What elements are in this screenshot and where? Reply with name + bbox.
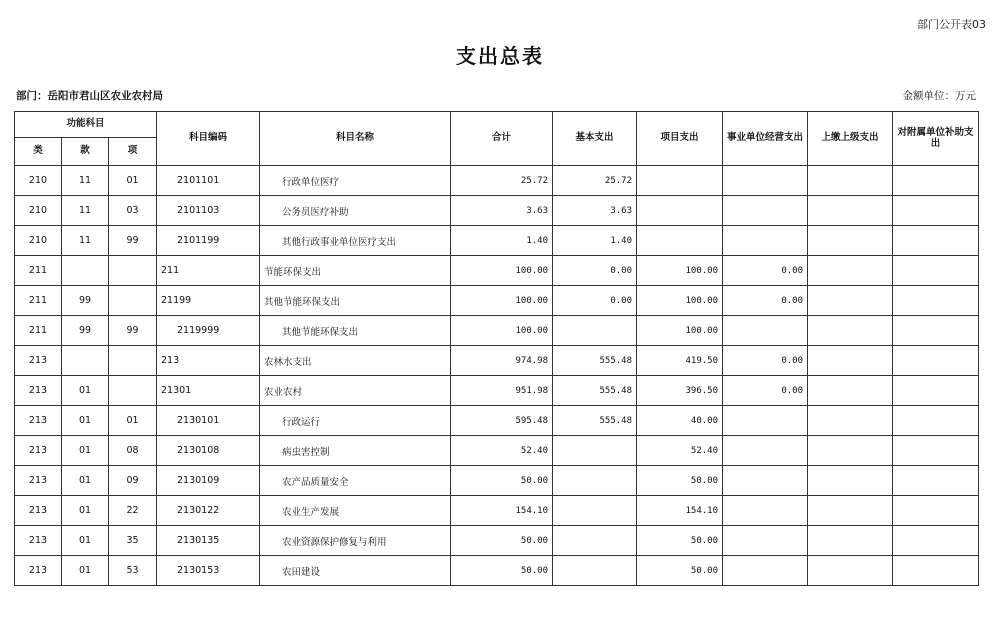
cell-basic [553, 496, 637, 526]
expenditure-table [14, 111, 979, 586]
cell-kuan: 99 [62, 316, 109, 346]
cell-project: 396.50 [637, 376, 723, 406]
cell-business [723, 166, 808, 196]
form-number: 部门公开表03 [917, 18, 986, 31]
cell-business [723, 466, 808, 496]
cell-xiang [109, 376, 157, 406]
header-business: 事业单位经营支出 [723, 112, 808, 166]
cell-upper [808, 196, 893, 226]
cell-total: 50.00 [451, 526, 553, 556]
cell-subsidy [893, 256, 979, 286]
cell-lei: 213 [15, 496, 62, 526]
cell-kuan [62, 256, 109, 286]
cell-upper [808, 226, 893, 256]
cell-basic [553, 526, 637, 556]
cell-lei: 211 [15, 286, 62, 316]
cell-lei: 213 [15, 526, 62, 556]
cell-code: 213 [157, 346, 260, 376]
cell-total: 25.72 [451, 166, 553, 196]
cell-total: 974.98 [451, 346, 553, 376]
cell-name: 公务员医疗补助 [260, 196, 451, 226]
cell-subsidy [893, 196, 979, 226]
cell-kuan: 11 [62, 166, 109, 196]
cell-business [723, 436, 808, 466]
cell-upper [808, 466, 893, 496]
cell-basic [553, 436, 637, 466]
cell-name: 农业生产发展 [260, 496, 451, 526]
table-row [15, 256, 979, 286]
cell-code: 211 [157, 256, 260, 286]
cell-upper [808, 376, 893, 406]
cell-lei: 213 [15, 346, 62, 376]
cell-basic: 555.48 [553, 406, 637, 436]
cell-total: 1.40 [451, 226, 553, 256]
cell-basic: 555.48 [553, 376, 637, 406]
cell-kuan: 01 [62, 376, 109, 406]
cell-project [637, 226, 723, 256]
cell-basic [553, 556, 637, 586]
cell-project: 50.00 [637, 556, 723, 586]
cell-basic: 0.00 [553, 286, 637, 316]
header-code: 科目编码 [157, 112, 260, 166]
cell-code: 2130108 [157, 436, 260, 466]
cell-code: 2130109 [157, 466, 260, 496]
cell-project: 50.00 [637, 466, 723, 496]
table-row [15, 346, 979, 376]
cell-basic: 25.72 [553, 166, 637, 196]
cell-upper [808, 316, 893, 346]
cell-xiang: 09 [109, 466, 157, 496]
cell-kuan: 01 [62, 466, 109, 496]
cell-name: 其他节能环保支出 [260, 286, 451, 316]
cell-code: 2119999 [157, 316, 260, 346]
cell-lei: 213 [15, 436, 62, 466]
cell-xiang [109, 256, 157, 286]
table-row [15, 166, 979, 196]
page-title: 支出总表 [456, 44, 544, 68]
cell-subsidy [893, 526, 979, 556]
table-row [15, 556, 979, 586]
cell-lei: 213 [15, 466, 62, 496]
cell-code: 2130122 [157, 496, 260, 526]
cell-project [637, 166, 723, 196]
cell-upper [808, 526, 893, 556]
cell-name: 农林水支出 [260, 346, 451, 376]
cell-lei: 213 [15, 406, 62, 436]
cell-total: 100.00 [451, 256, 553, 286]
cell-subsidy [893, 226, 979, 256]
table-row [15, 376, 979, 406]
cell-total: 52.40 [451, 436, 553, 466]
cell-business: 0.00 [723, 286, 808, 316]
cell-basic: 555.48 [553, 346, 637, 376]
cell-total: 595.48 [451, 406, 553, 436]
cell-business [723, 196, 808, 226]
cell-business [723, 526, 808, 556]
table-row [15, 466, 979, 496]
table-row [15, 496, 979, 526]
cell-kuan: 11 [62, 226, 109, 256]
cell-code: 2130135 [157, 526, 260, 556]
cell-upper [808, 256, 893, 286]
cell-name: 其他行政事业单位医疗支出 [260, 226, 451, 256]
cell-name: 行政运行 [260, 406, 451, 436]
cell-subsidy [893, 286, 979, 316]
cell-project: 100.00 [637, 286, 723, 316]
header-kuan: 款 [62, 138, 109, 166]
cell-total: 50.00 [451, 466, 553, 496]
cell-lei: 213 [15, 556, 62, 586]
cell-basic [553, 316, 637, 346]
cell-project: 52.40 [637, 436, 723, 466]
cell-total: 50.00 [451, 556, 553, 586]
cell-xiang: 08 [109, 436, 157, 466]
cell-xiang: 35 [109, 526, 157, 556]
header-lei: 类 [15, 138, 62, 166]
cell-xiang: 22 [109, 496, 157, 526]
cell-upper [808, 556, 893, 586]
cell-project: 50.00 [637, 526, 723, 556]
cell-basic: 3.63 [553, 196, 637, 226]
header-functional-subject: 功能科目 [15, 112, 157, 138]
cell-total: 100.00 [451, 316, 553, 346]
cell-upper [808, 346, 893, 376]
cell-upper [808, 496, 893, 526]
cell-xiang: 03 [109, 196, 157, 226]
cell-basic: 1.40 [553, 226, 637, 256]
cell-name: 农产品质量安全 [260, 466, 451, 496]
cell-xiang [109, 346, 157, 376]
cell-project [637, 196, 723, 226]
cell-lei: 213 [15, 376, 62, 406]
table-body [15, 166, 979, 586]
cell-lei: 211 [15, 256, 62, 286]
cell-code: 2101103 [157, 196, 260, 226]
table-row [15, 286, 979, 316]
cell-subsidy [893, 436, 979, 466]
cell-upper [808, 286, 893, 316]
cell-name: 农业农村 [260, 376, 451, 406]
cell-kuan: 01 [62, 496, 109, 526]
cell-xiang [109, 286, 157, 316]
cell-business [723, 496, 808, 526]
cell-xiang: 01 [109, 166, 157, 196]
cell-project: 419.50 [637, 346, 723, 376]
cell-name: 其他节能环保支出 [260, 316, 451, 346]
cell-xiang: 99 [109, 316, 157, 346]
header-name: 科目名称 [260, 112, 451, 166]
department-label: 部门：岳阳市君山区农业农村局 [16, 90, 163, 102]
cell-name: 病虫害控制 [260, 436, 451, 466]
table-row [15, 226, 979, 256]
cell-total: 100.00 [451, 286, 553, 316]
cell-xiang: 99 [109, 226, 157, 256]
cell-kuan: 01 [62, 556, 109, 586]
table-row [15, 436, 979, 466]
cell-name: 节能环保支出 [260, 256, 451, 286]
cell-kuan: 99 [62, 286, 109, 316]
cell-kuan: 11 [62, 196, 109, 226]
cell-upper [808, 436, 893, 466]
cell-xiang: 53 [109, 556, 157, 586]
cell-code: 2130153 [157, 556, 260, 586]
cell-business: 0.00 [723, 346, 808, 376]
cell-business [723, 406, 808, 436]
cell-business: 0.00 [723, 256, 808, 286]
cell-lei: 210 [15, 166, 62, 196]
cell-business [723, 226, 808, 256]
table-row [15, 406, 979, 436]
cell-xiang: 01 [109, 406, 157, 436]
header-project: 项目支出 [637, 112, 723, 166]
header-xiang: 项 [109, 138, 157, 166]
header-basic: 基本支出 [553, 112, 637, 166]
cell-project: 100.00 [637, 256, 723, 286]
cell-subsidy [893, 376, 979, 406]
cell-name: 行政单位医疗 [260, 166, 451, 196]
cell-name: 农业资源保护修复与利用 [260, 526, 451, 556]
cell-subsidy [893, 316, 979, 346]
header-upper: 上缴上级支出 [808, 112, 893, 166]
cell-subsidy [893, 466, 979, 496]
cell-subsidy [893, 556, 979, 586]
cell-subsidy [893, 166, 979, 196]
cell-upper [808, 166, 893, 196]
table-row [15, 196, 979, 226]
cell-code: 2101101 [157, 166, 260, 196]
cell-business [723, 556, 808, 586]
cell-total: 951.98 [451, 376, 553, 406]
cell-lei: 210 [15, 226, 62, 256]
amount-unit-label: 金额单位：万元 [902, 90, 976, 102]
cell-project: 100.00 [637, 316, 723, 346]
cell-kuan: 01 [62, 526, 109, 556]
cell-basic [553, 466, 637, 496]
cell-kuan [62, 346, 109, 376]
cell-subsidy [893, 346, 979, 376]
table-row [15, 526, 979, 556]
cell-subsidy [893, 496, 979, 526]
cell-code: 21199 [157, 286, 260, 316]
cell-total: 154.10 [451, 496, 553, 526]
cell-business: 0.00 [723, 376, 808, 406]
cell-subsidy [893, 406, 979, 436]
cell-project: 154.10 [637, 496, 723, 526]
cell-total: 3.63 [451, 196, 553, 226]
cell-lei: 211 [15, 316, 62, 346]
cell-kuan: 01 [62, 406, 109, 436]
header-total: 合计 [451, 112, 553, 166]
cell-name: 农田建设 [260, 556, 451, 586]
cell-kuan: 01 [62, 436, 109, 466]
cell-code: 2130101 [157, 406, 260, 436]
cell-code: 2101199 [157, 226, 260, 256]
cell-basic: 0.00 [553, 256, 637, 286]
cell-code: 21301 [157, 376, 260, 406]
cell-upper [808, 406, 893, 436]
cell-business [723, 316, 808, 346]
cell-project: 40.00 [637, 406, 723, 436]
table-row [15, 316, 979, 346]
header-subsidy: 对附属单位补助支出 [893, 112, 979, 166]
cell-lei: 210 [15, 196, 62, 226]
